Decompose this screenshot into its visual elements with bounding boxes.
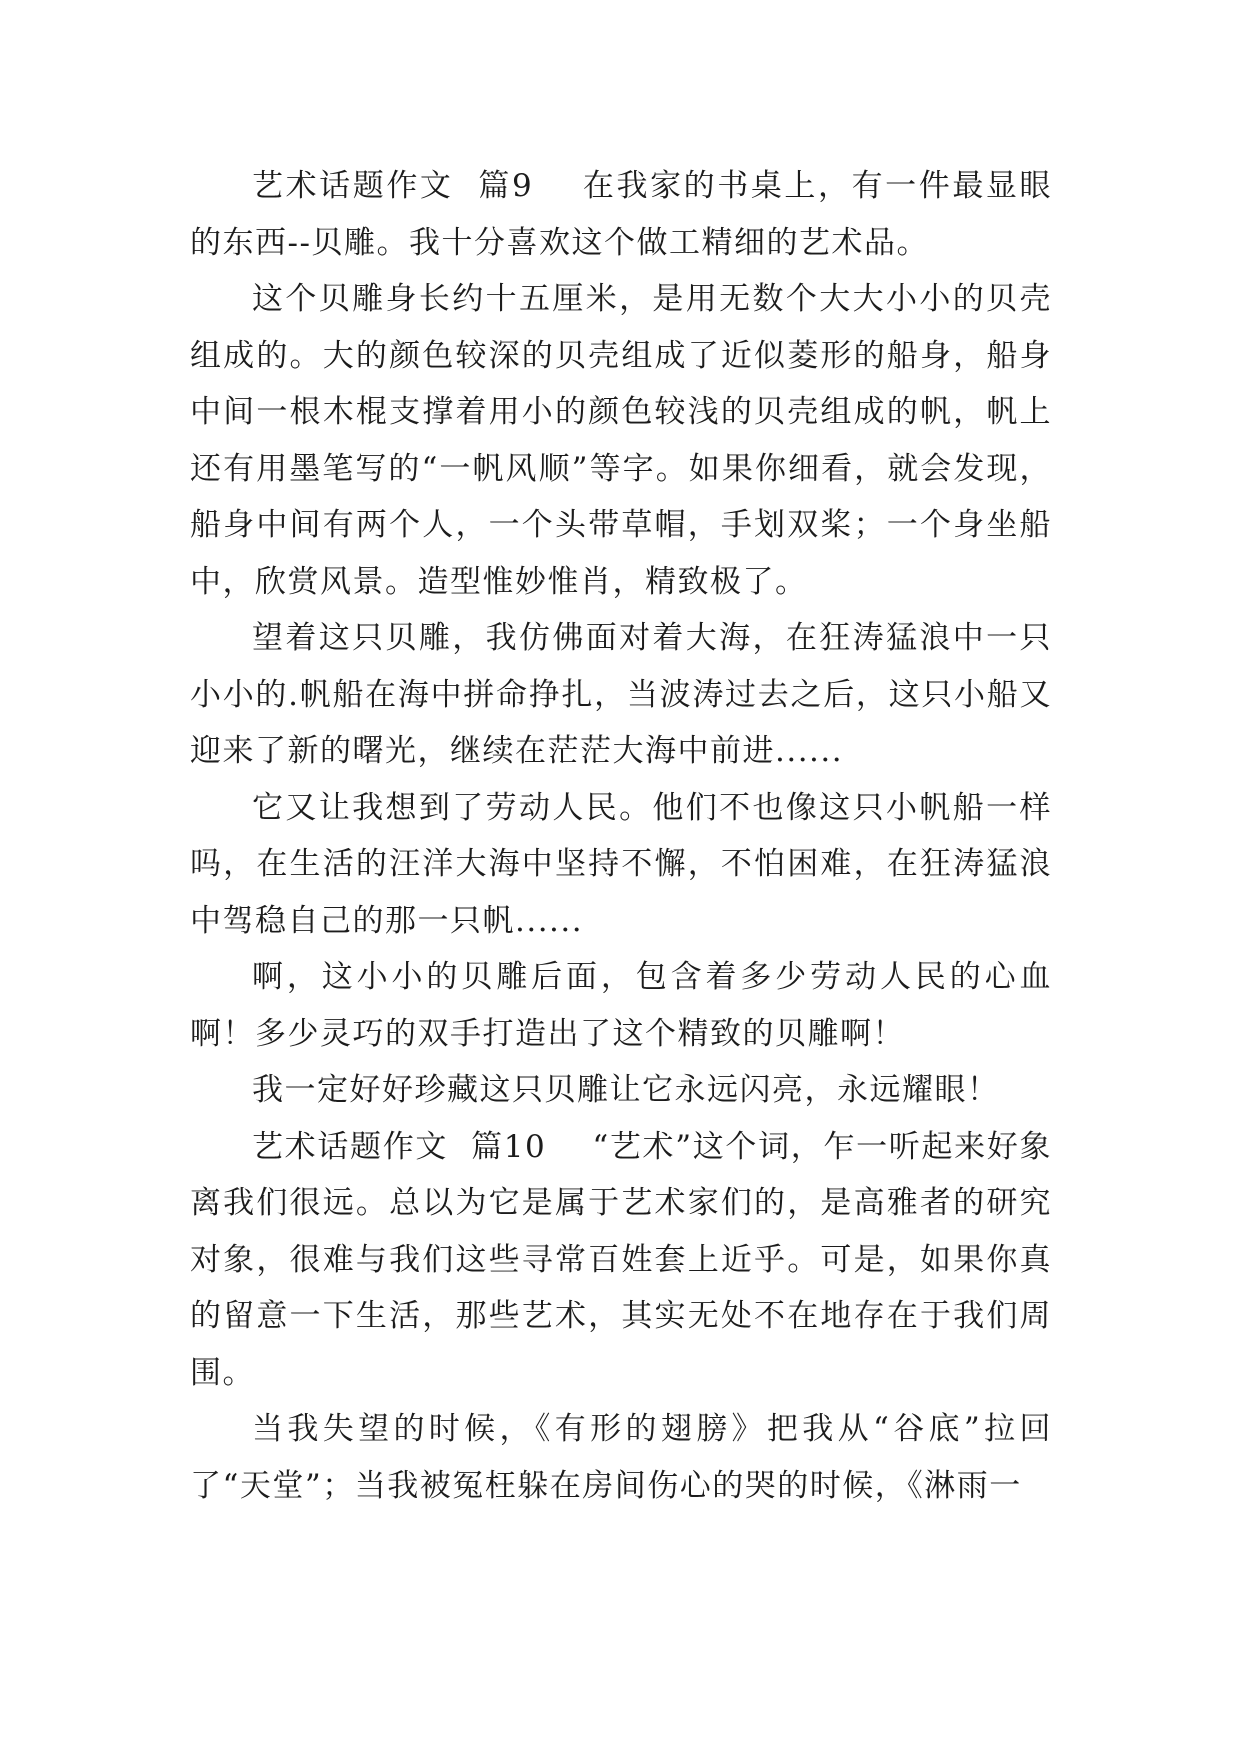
paragraph-3: 望着这只贝雕，我仿佛面对着大海，在狂涛猛浪中一只小小的.帆船在海中拼命挣扎，当波涛过去之后，这只小船又迎来了新的曙光，继续在茫茫大海中前进...... (190, 620, 1052, 769)
paragraph-8: 当我失望的时候，《有形的翅膀》把我从“谷底”拉回了“天堂”；当我被冤枉躲在房间伤心的哭的时候，《淋雨一 (190, 1411, 1052, 1504)
paragraph-5: 啊，这小小的贝雕后面，包含着多少劳动人民的心血啊！多少灵巧的双手打造出了这个精致的贝雕啊！ (190, 959, 1052, 1052)
paragraph-4: 它又让我想到了劳动人民。他们不也像这只小帆船一样吗，在生活的汪洋大海中坚持不懈，不怕困难，在狂涛猛浪中驾稳自己的那一只帆...... (190, 789, 1052, 939)
paragraph-7: 艺术话题作文 篇10 “艺术”这个词，乍一听起来好象离我们很远。总以为它是属于艺术家们的，是高雅者的研究对象，很难与我们这些寻常百姓套上近乎。可是，如果你真的留意一下生活，那些艺术，其实无处不在地存在于我们周围。 (190, 1128, 1052, 1391)
paragraph-6: 我一定好好珍藏这只贝雕让它永远闪亮，永远耀眼！ (252, 1072, 1000, 1108)
paragraph-2: 这个贝雕身长约十五厘米，是用无数个大大小小的贝壳组成的。大的颜色较深的贝壳组成了近似菱形的船身，船身中间一根木棍支撑着用小的颜色较浅的贝壳组成的帆，帆上还有用墨笔写的“一帆风顺”等字。如果你细看，就会发现，船身中间有两个人，一个头带草帽，手划双桨；一个身坐船中，欣赏风景。造型惟妙惟肖，精致极了。 (190, 281, 1052, 600)
document-body (190, 158, 1052, 1514)
paragraph-1: 艺术话题作文 篇9 在我家的书桌上，有一件最显眼的东西--贝雕。我十分喜欢这个做工精细的艺术品。 (190, 168, 1052, 261)
